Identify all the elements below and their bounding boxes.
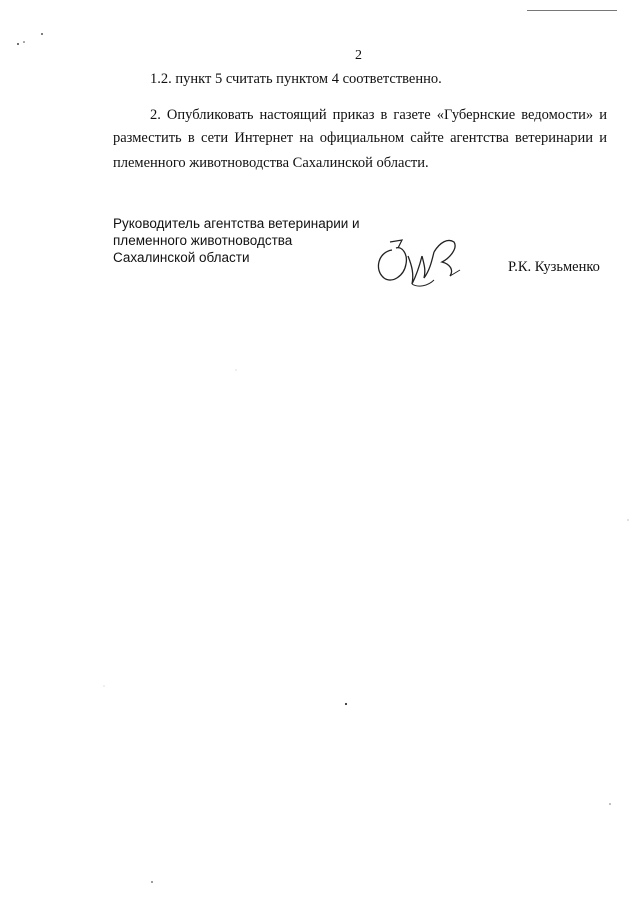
position-line-1: Руководитель агентства ветеринарии и <box>113 216 360 231</box>
page-number: 2 <box>355 48 362 63</box>
signer-name: Р.К. Кузьменко <box>508 259 600 275</box>
paragraph-2-line-3: племенного животноводства Сахалинской области. <box>113 155 429 171</box>
position-line-3: Сахалинской области <box>113 250 250 265</box>
item-1-2: 1.2. пункт 5 считать пунктом 4 соответственно. <box>150 71 442 87</box>
position-line-2: племенного животноводства <box>113 233 293 248</box>
paragraph-2-line-1: 2. Опубликовать настоящий приказ в газете «Губернские ведомости» и <box>150 107 607 123</box>
paragraph-2-line-2: разместить в сети Интернет на официальном сайте агентства ветеринарии и <box>113 130 607 146</box>
